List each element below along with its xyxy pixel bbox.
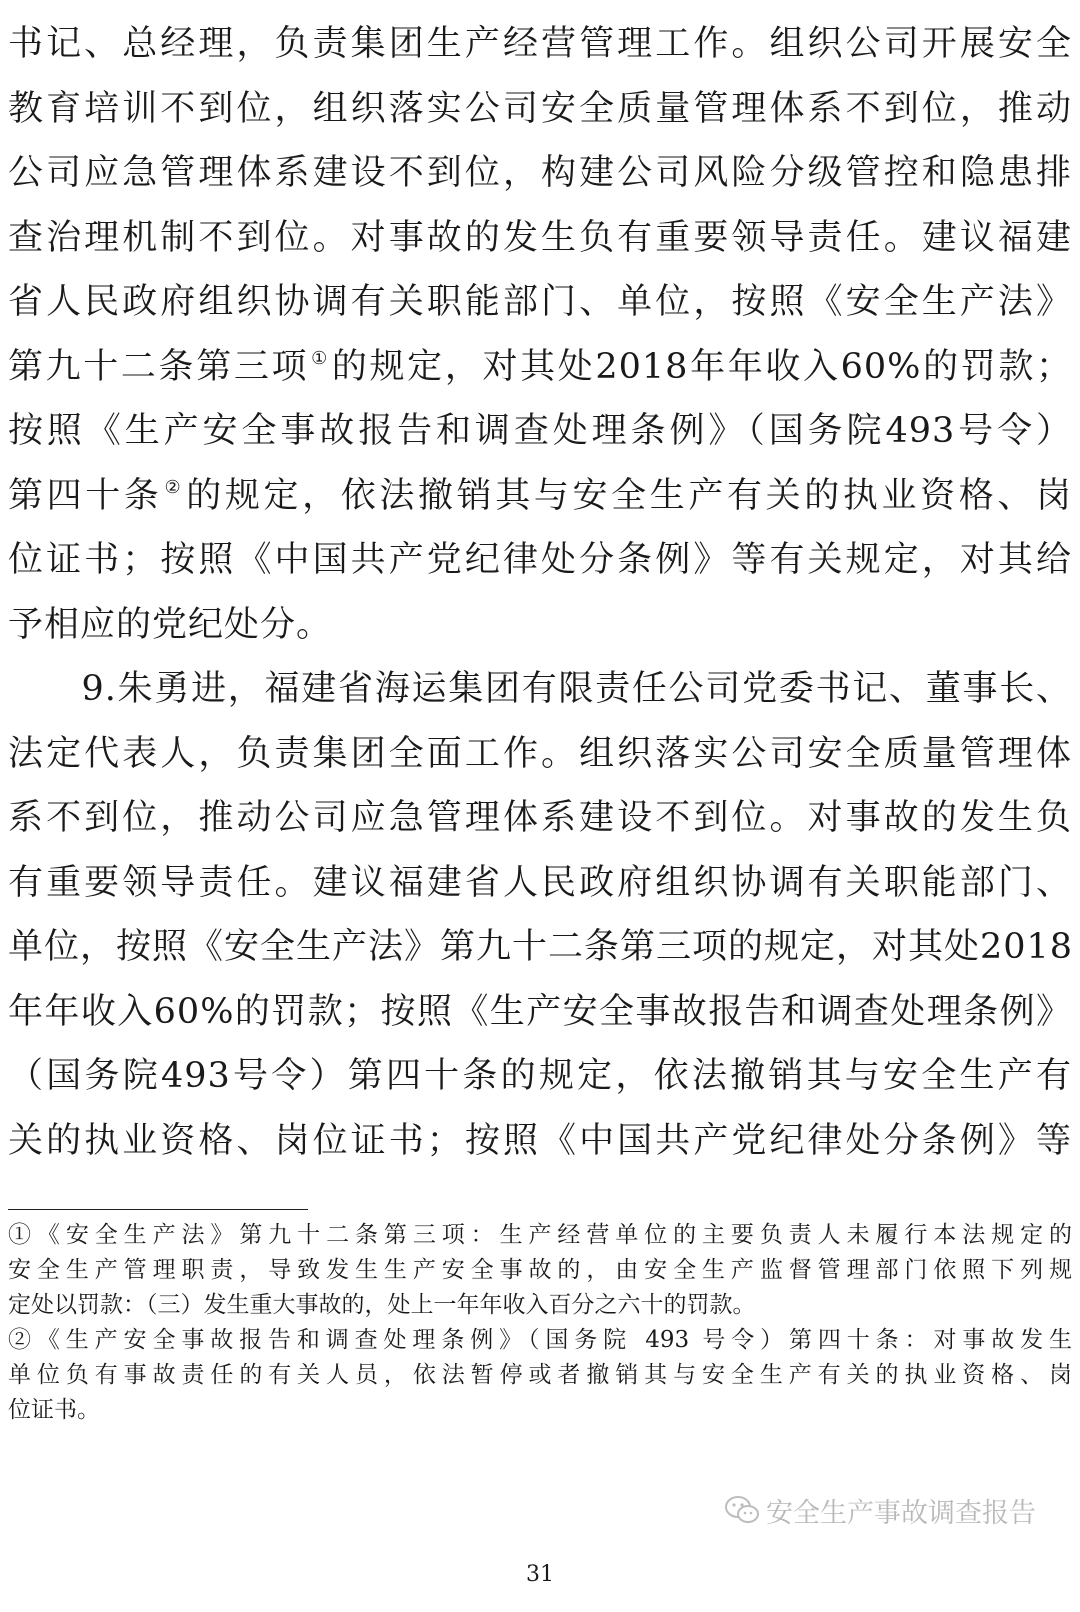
page-number: 31 bbox=[526, 1562, 554, 1587]
footnote-ref-2[interactable]: ② bbox=[164, 476, 185, 498]
text-line: 书记、总经理，负责集团生产经营管理工作。组织公司开展安全 bbox=[8, 24, 1072, 64]
text-line: 公司应急管理体系建设不到位，构建公司风险分级管控和隐患排 bbox=[8, 153, 1072, 193]
text-segment: 第四十条 bbox=[8, 475, 163, 516]
text-line bbox=[8, 464, 1072, 529]
text-line: 省人民政府组织协调有关职能部门、单位，按照《安全生产法》 bbox=[8, 282, 1072, 322]
text-line: （国务院493号令）第四十条的规定，依法撤销其与安全生产有 bbox=[8, 1056, 1072, 1096]
text-line: 位证书；按照《中国共产党纪律处分条例》等有关规定，对其给 bbox=[8, 540, 1072, 580]
text-line: 系不到位，推动公司应急管理体系建设不到位。对事故的发生负 bbox=[8, 798, 1072, 838]
wechat-icon bbox=[724, 1495, 760, 1525]
watermark-text: 安全生产事故调查报告 bbox=[766, 1497, 1036, 1529]
text-line: 按照《生产安全事故报告和调查处理条例》（国务院493号令） bbox=[8, 411, 1072, 451]
text-segment: 的规定，依法撤销其与安全生产有关的执业资格、岗 bbox=[186, 475, 1072, 516]
footnote-separator bbox=[8, 1209, 308, 1210]
watermark bbox=[724, 1488, 1036, 1532]
text-line bbox=[8, 335, 1072, 400]
text-line: 查治理机制不到位。对事故的发生负有重要领导责任。建议福建 bbox=[8, 217, 1072, 258]
text-segment: 第九十二条第三项 bbox=[8, 346, 310, 387]
text-line: 单位，按照《安全生产法》第九十二条第三项的规定，对其处2018 bbox=[8, 927, 1074, 967]
text-line: 予相应的党纪处分。 bbox=[8, 604, 333, 645]
text-segment: 的规定，对其处2018年年收入60%的罚款； bbox=[331, 346, 1072, 387]
text-line: 关的执业资格、岗位证书；按照《中国共产党纪律处分条例》等 bbox=[8, 1120, 1072, 1161]
body-text bbox=[8, 12, 1072, 1173]
footnotes bbox=[8, 1218, 1072, 1428]
footnote-line: 位证书。 bbox=[8, 1397, 100, 1423]
footnote-line: ①《安全生产法》第九十二条第三项：生产经营单位的主要负责人未履行本法规定的 bbox=[8, 1222, 1072, 1248]
text-line: 有重要领导责任。建议福建省人民政府组织协调有关职能部门、 bbox=[8, 862, 1072, 903]
footnote-line: ②《生产安全事故报告和调查处理条例》（国务院 493 号令）第四十条：对事故发生 bbox=[8, 1327, 1072, 1353]
text-line: 教育培训不到位，组织落实公司安全质量管理体系不到位，推动 bbox=[8, 88, 1072, 129]
text-line: 法定代表人，负责集团全面工作。组织落实公司安全质量管理体 bbox=[8, 733, 1072, 774]
text-line: 9.朱勇进，福建省海运集团有限责任公司党委书记、董事长、 bbox=[8, 669, 1072, 709]
footnote-line: 安全生产管理职责，导致发生生产安全事故的，由安全生产监督管理部门依照下列规 bbox=[8, 1257, 1072, 1283]
text-line: 年年收入60%的罚款；按照《生产安全事故报告和调查处理条例》 bbox=[8, 991, 1072, 1032]
footnote-ref-1[interactable]: ① bbox=[311, 347, 330, 369]
footnote-line: 定处以罚款：（三）发生重大事故的，处上一年年收入百分之六十的罚款。 bbox=[8, 1292, 756, 1318]
footnote-line: 单位负有事故责任的有关人员，依法暂停或者撤销其与安全生产有关的执业资格、岗 bbox=[8, 1362, 1072, 1388]
